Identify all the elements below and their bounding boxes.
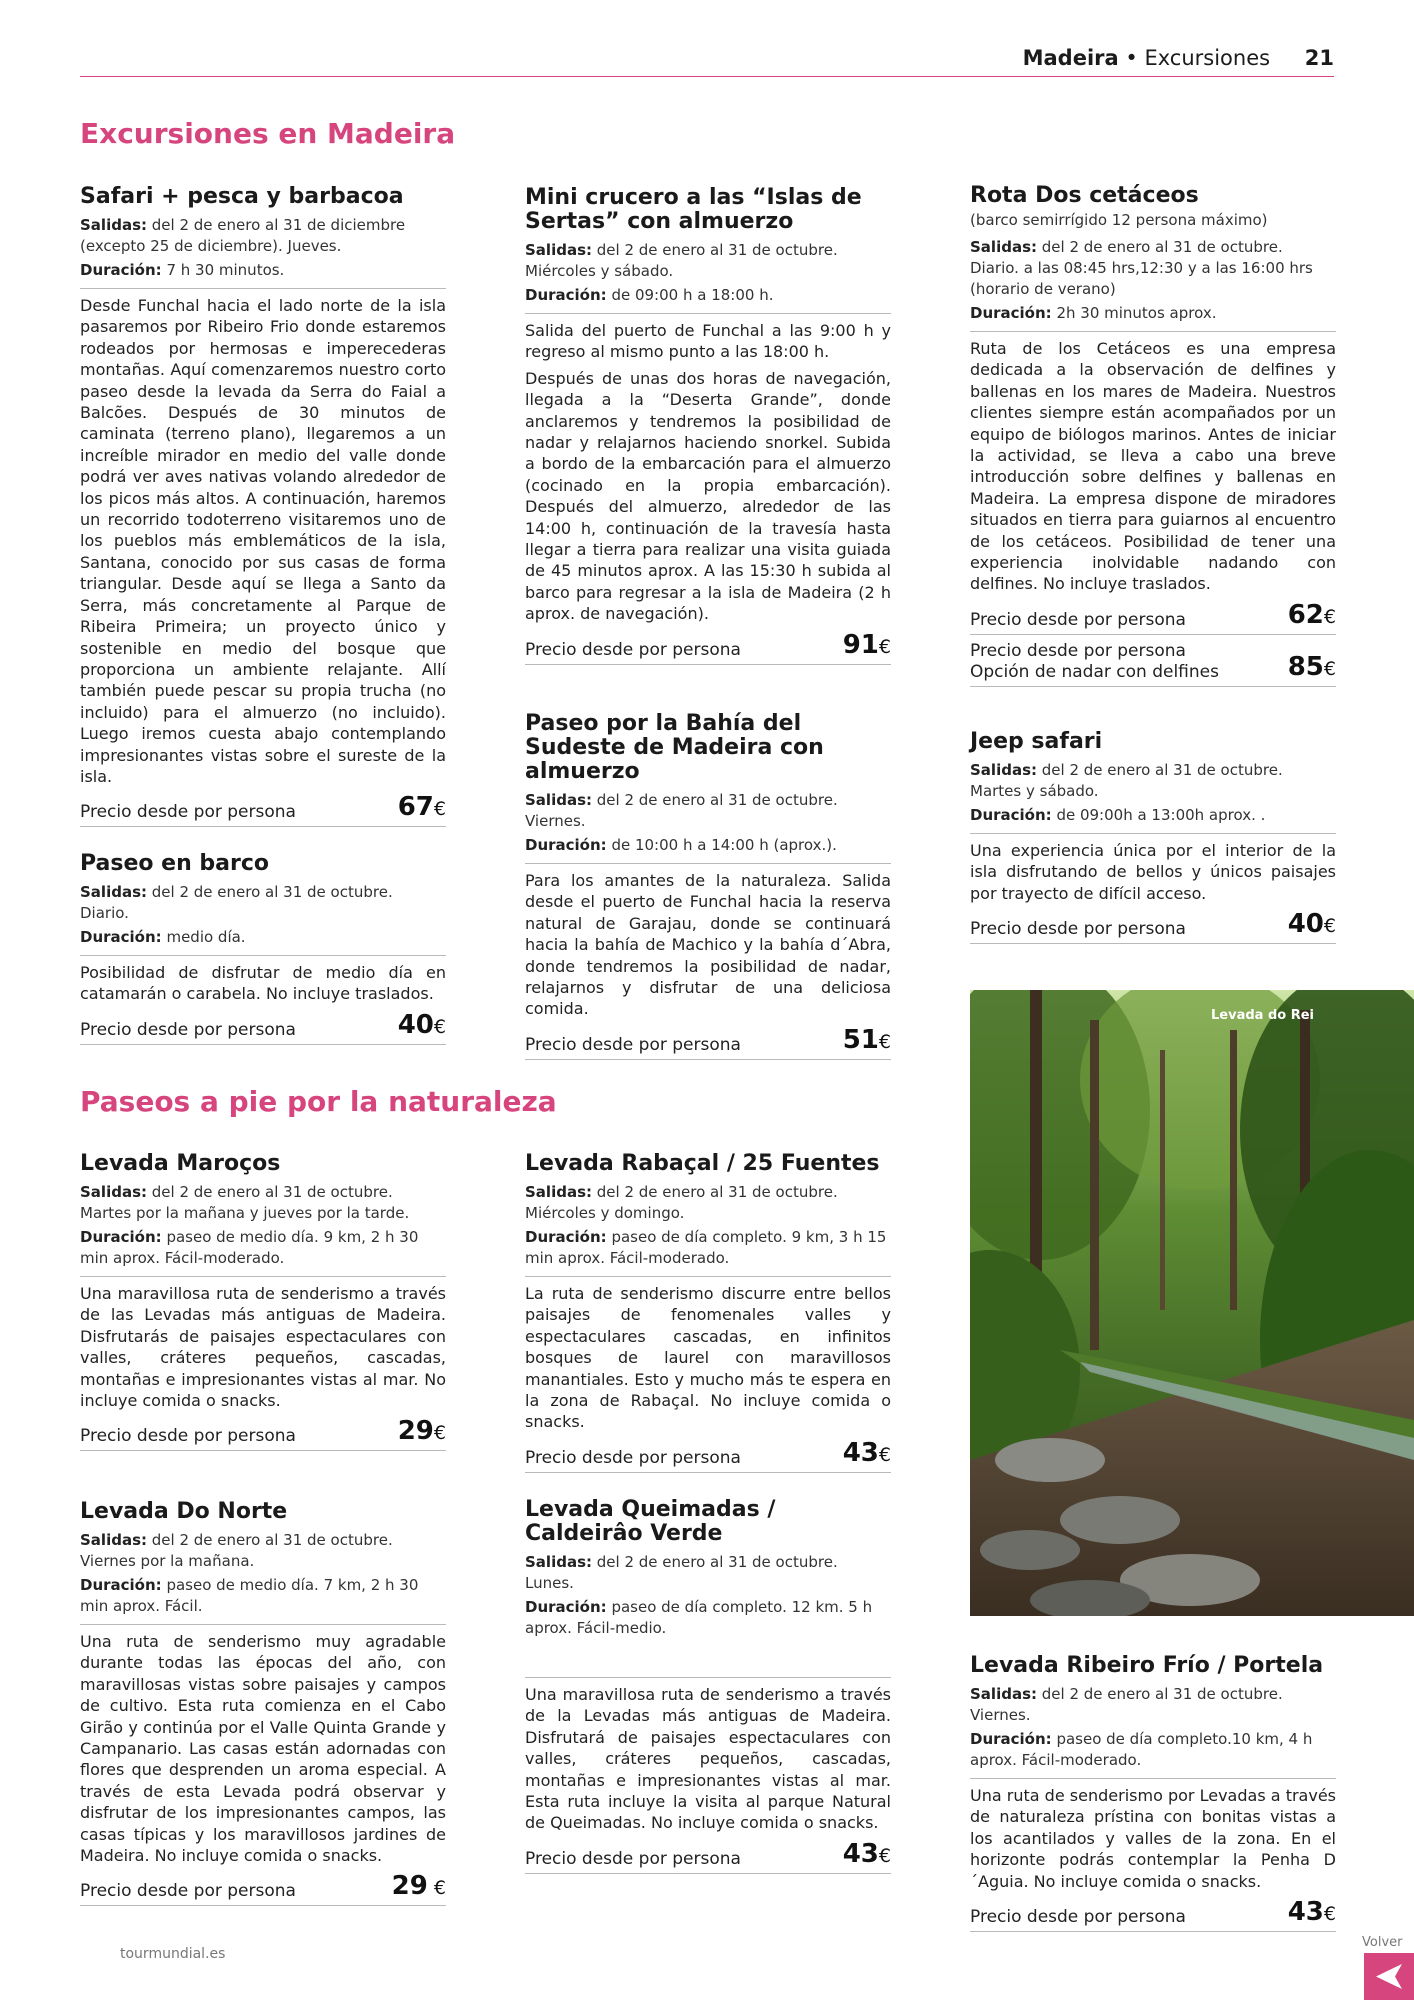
salidas-key: Salidas:: [80, 216, 147, 234]
card-title: Paseo en barco: [80, 851, 270, 876]
price-value: 43: [842, 1838, 879, 1869]
salidas-value: del 2 de enero al 31 de octubre. Viernes.: [525, 791, 838, 830]
card-duracion: [525, 285, 891, 306]
price-amount: [843, 1840, 891, 1870]
salidas-key: Salidas:: [525, 791, 592, 809]
card-duracion: [525, 1227, 891, 1269]
price-value: 51: [842, 1024, 879, 1055]
price-row: [970, 601, 1336, 635]
price-value: 29: [391, 1871, 428, 1902]
price-label: Precio desde por persona: [525, 1447, 741, 1468]
price-label-line2: Opción de nadar con delfines: [970, 661, 1219, 682]
price-label: Precio desde por persona: [80, 1019, 296, 1040]
price-label: Precio desde por persona: [970, 1907, 1186, 1928]
price-row: [970, 910, 1336, 944]
salidas-key: Salidas:: [80, 1531, 147, 1549]
card-salidas: [525, 1182, 891, 1224]
card-salidas: [525, 790, 891, 832]
price-amount-dolphins: [1288, 653, 1336, 683]
price-label: Precio desde por persona: [80, 802, 296, 823]
price-value: 43: [1287, 1897, 1324, 1928]
salidas-value: del 2 de enero al 31 de octubre. Miércoles y domingo.: [525, 1183, 838, 1222]
divider: [80, 1276, 446, 1277]
price-amount: [1288, 601, 1336, 631]
section-title-paseos: Paseos a pie por la naturaleza: [80, 1085, 557, 1118]
duracion-key: Duración:: [525, 1228, 607, 1246]
card-description: Posibilidad de disfrutar de medio día en catamarán o carabela. No incluye traslados.: [80, 963, 446, 1004]
walk-card-norte: [80, 1500, 446, 1906]
card-subtitle: (barco semirrígido 12 persona máximo): [970, 211, 1268, 229]
photo-caption: Levada do Rei: [1211, 1008, 1314, 1023]
price-currency: €: [878, 1030, 891, 1053]
price-currency: €: [1323, 657, 1336, 680]
price-label: Precio desde por persona: [80, 1881, 296, 1902]
price-row: [80, 1011, 446, 1045]
card-salidas: [80, 882, 446, 924]
salidas-key: Salidas:: [80, 883, 147, 901]
salidas-key: Salidas:: [970, 761, 1037, 779]
duracion-value: de 10:00 h a 14:00 h (aprox.).: [611, 836, 837, 854]
section-title-excursiones: Excursiones en Madeira: [80, 117, 456, 150]
duracion-value: paseo de medio día. 7 km, 2 h 30 min aprox. Fácil.: [80, 1576, 419, 1615]
card-salidas: [970, 1684, 1336, 1726]
price-currency: €: [1323, 1903, 1336, 1926]
price-label: Precio desde por persona: [525, 1034, 741, 1055]
excursion-card-barco: [80, 852, 446, 1045]
price-amount: [843, 1026, 891, 1056]
price-amount: [1288, 910, 1336, 940]
salidas-value: del 2 de enero al 31 de octubre. Martes por la mañana y jueves por la tarde.: [80, 1183, 410, 1222]
salidas-value: del 2 de enero al 31 de octubre. Miércoles y sábado.: [525, 241, 838, 280]
price-amount: [843, 631, 891, 661]
divider: [525, 313, 891, 314]
price-value: 62: [1287, 599, 1324, 630]
excursion-card-crucero: [525, 186, 891, 665]
card-title: Mini crucero a las “Islas de Sertas” con almuerzo: [525, 185, 862, 234]
price-amount: [392, 1872, 446, 1902]
walk-card-marocos: [80, 1152, 446, 1451]
card-salidas: [80, 1182, 446, 1224]
price-currency: €: [427, 1877, 446, 1900]
card-duracion: [80, 927, 446, 948]
walk-card-ribeiro: [970, 1654, 1336, 1932]
price-currency: €: [878, 1844, 891, 1867]
salidas-key: Salidas:: [970, 238, 1037, 256]
card-salidas: [80, 1530, 446, 1572]
price-row: [80, 1872, 446, 1906]
card-description: Una ruta de senderismo muy agradable durante todas las épocas del año, con maravillosas vistas sobre paisajes y campos de cultivo. Esta ruta comienza en el Cabo Girão y continúa por el Valle Quinta Grande y Campanario. Las casas están adornadas con flores que desprenden un aroma especial. A través de esta Levada podrá observar y disfrutar de los impresionantes campos, las casas típicas y los maravillosos jardines de Madeira. No incluye comida o snacks.: [80, 1632, 446, 1866]
card-duracion: [80, 260, 446, 281]
card-title: Levada Queimadas / Caldeirâo Verde: [525, 1497, 776, 1546]
card-duracion: [525, 835, 891, 856]
duracion-value: paseo de día completo. 9 km, 3 h 15 min aprox. Fácil-moderado.: [525, 1228, 887, 1267]
card-salidas: [525, 1552, 891, 1594]
header-destination: Madeira: [1022, 46, 1119, 70]
duracion-key: Duración:: [525, 1598, 607, 1616]
card-title: Levada Rabaçal / 25 Fuentes: [525, 1151, 880, 1176]
salidas-key: Salidas:: [525, 1183, 592, 1201]
card-salidas: [970, 237, 1336, 300]
price-label: Precio desde por persona: [970, 609, 1186, 630]
card-title: Paseo por la Bahía del Sudeste de Madeira con almuerzo: [525, 711, 824, 784]
duracion-value: paseo de medio día. 9 km, 2 h 30 min aprox. Fácil-moderado.: [80, 1228, 419, 1267]
price-value: 40: [1287, 909, 1324, 940]
card-title: Jeep safari: [970, 729, 1103, 754]
salidas-value: del 2 de enero al 31 de octubre. Lunes.: [525, 1553, 838, 1592]
divider: [80, 955, 446, 956]
salidas-value: del 2 de enero al 31 de octubre. Viernes.: [970, 1685, 1283, 1724]
page-number: 21: [1304, 46, 1334, 70]
salidas-value: del 2 de enero al 31 de octubre. Diario. a las 08:45 hrs,12:30 y a las 16:00 hrs (horario de verano): [970, 238, 1313, 298]
card-description: Una experiencia única por el interior de la isla disfrutando de bellos y únicos paisajes por trayecto de difícil acceso.: [970, 841, 1336, 903]
card-salidas: [525, 240, 891, 282]
price-currency: €: [878, 635, 891, 658]
duracion-value: 7 h 30 minutos.: [166, 261, 285, 279]
price-row: [525, 631, 891, 665]
price-currency: €: [433, 1015, 446, 1038]
duracion-key: Duración:: [970, 806, 1052, 824]
divider: [525, 1677, 891, 1678]
duracion-key: Duración:: [970, 1730, 1052, 1748]
price-amount: [843, 1439, 891, 1469]
price-currency: €: [1323, 605, 1336, 628]
price-value: 67: [397, 792, 434, 823]
price-value: 85: [1287, 651, 1324, 682]
card-description-intro: Salida del puerto de Funchal a las 9:00 h y regreso al mismo punto a las 18:00 h.: [525, 321, 891, 362]
duracion-key: Duración:: [80, 1228, 162, 1246]
back-button[interactable]: [1364, 1953, 1414, 2000]
excursion-card-cetaceos: [970, 184, 1336, 687]
duracion-value: paseo de día completo.10 km, 4 h aprox. Fácil-moderado.: [970, 1730, 1313, 1769]
duracion-key: Duración:: [525, 286, 607, 304]
forest-illustration: [970, 990, 1414, 1616]
price-label-line1: Precio desde por persona: [970, 640, 1186, 661]
card-duracion: [970, 805, 1336, 826]
price-currency: €: [1323, 915, 1336, 938]
salidas-value: del 2 de enero al 31 de octubre. Martes y sábado.: [970, 761, 1283, 800]
duracion-value: de 09:00 h a 18:00 h.: [611, 286, 774, 304]
divider: [970, 1778, 1336, 1779]
duracion-key: Duración:: [525, 836, 607, 854]
price-currency: €: [433, 798, 446, 821]
card-description: Una maravillosa ruta de senderismo a través de la Levadas más antiguas de Madeira. Disfrutará de paisajes espectaculares con valles, cráteres pequeños, cascadas, montañas e impresionantes vistas al mar. Esta ruta incluye la visita al parque Natural de Queimadas. No incluye comida o snacks.: [525, 1685, 891, 1833]
salidas-key: Salidas:: [525, 241, 592, 259]
arrow-left-icon: [1376, 1964, 1402, 1989]
price-label: Precio desde por persona: [525, 639, 741, 660]
duracion-key: Duración:: [80, 261, 162, 279]
card-duracion: [525, 1597, 891, 1639]
excursion-card-safari: [80, 185, 446, 827]
card-duracion: [970, 303, 1336, 324]
price-row: [525, 1439, 891, 1473]
price-row: [970, 1898, 1336, 1932]
card-duracion: [80, 1227, 446, 1269]
divider: [525, 1276, 891, 1277]
salidas-key: Salidas:: [525, 1553, 592, 1571]
divider: [80, 1624, 446, 1625]
card-title: Levada Maroços: [80, 1151, 281, 1176]
price-amount: [398, 1417, 446, 1447]
price-label: Precio desde por persona: [970, 919, 1186, 940]
page-header: [80, 42, 1334, 77]
card-description: Una maravillosa ruta de senderismo a través de las Levadas más antiguas de Madeira. Disfrutarás de paisajes espectaculares con valles, cráteres pequeños, cascadas, montañas e impresionantes vistas al mar. No incluye comida o snacks.: [80, 1284, 446, 1411]
duracion-value: de 09:00h a 13:00h aprox. .: [1056, 806, 1266, 824]
salidas-value: del 2 de enero al 31 de octubre. Diario.: [80, 883, 393, 922]
card-description: Una ruta de senderismo por Levadas a través de naturaleza prístina con bonitas vistas a los acantilados y valles de la zona. En el horizonte podrás contemplar la Penha D´Aguia. No incluye comida o snacks.: [970, 1786, 1336, 1891]
card-description: Ruta de los Cetáceos es una empresa dedicada a la observación de delfines y ballenas en los mares de Madeira. Nuestros clientes siempre están acompañados por un equipo de biólogos marinos. Antes de iniciar la actividad, se lleva a cabo una breve introducción sobre delfines y ballenas en Madeira. La empresa dispone de miradores situados en tierra para guiarnos al encuentro de los cetáceos. Posibilidad de tener una experiencia inolvidable nadando con delfines. No incluye traslados.: [970, 339, 1336, 594]
price-row: [525, 1840, 891, 1874]
duracion-key: Duración:: [80, 1576, 162, 1594]
card-title: Rota Dos cetáceos: [970, 183, 1199, 208]
card-salidas: [970, 760, 1336, 802]
card-title: Safari + pesca y barbacoa: [80, 184, 404, 209]
price-label: Precio desde por persona: [525, 1848, 741, 1869]
price-value: 40: [397, 1009, 434, 1040]
duracion-value: medio día.: [166, 928, 246, 946]
header-breadcrumb: [1023, 46, 1334, 70]
price-label-dolphins: [970, 641, 1219, 683]
back-label[interactable]: Volver: [1362, 1935, 1403, 1950]
duracion-value: 2h 30 minutos aprox.: [1056, 304, 1217, 322]
excursion-card-bahia: [525, 712, 891, 1060]
excursion-card-jeep: [970, 730, 1336, 944]
price-row: [80, 793, 446, 827]
price-row: [525, 1026, 891, 1060]
forest-levada-photo: [970, 990, 1414, 1616]
walk-card-queimadas: [525, 1498, 891, 1874]
price-currency: €: [878, 1443, 891, 1466]
footer-website: tourmundial.es: [120, 1946, 226, 1962]
card-description: Para los amantes de la naturaleza. Salida desde el puerto de Funchal hacia la reserva natural de Garajau, donde se continuará hacia la bahía de Machico y la bahía d´Abra, donde tendremos la posibilidad de nadar, relajarnos y disfrutar de una deliciosa comida.: [525, 871, 891, 1019]
divider: [970, 833, 1336, 834]
salidas-key: Salidas:: [970, 1685, 1037, 1703]
walk-card-rabacal: [525, 1152, 891, 1473]
price-value: 43: [842, 1437, 879, 1468]
price-value: 29: [397, 1416, 434, 1447]
header-separator: •: [1125, 46, 1138, 70]
price-amount: [1288, 1898, 1336, 1928]
price-row: [80, 1417, 446, 1451]
card-description: Desde Funchal hacia el lado norte de la isla pasaremos por Ribeiro Frio donde estaremos rodeados por hermosas e imperecederas montañas. Aquí comenzaremos nuestro corto paseo desde la levada da Serra do Faial a Balcões. Después de 30 minutos de caminata (terreno plano), llegaremos a un increíble mirador en medio del valle donde podrá ver aves nativas volando alrededor de los picos más altos. A continuación, haremos un recorrido todoterreno visitaremos uno de los pueblos más emblemáticos de la isla, Santana, conocido por sus casas de forma triangular. Desde aquí se llega a Santo da Serra, más concretamente al Parque de Ribeira Primeira; un proyecto único y sostenible en medio del bosque que proporciona un ambiente relajante. Allí también puede pescar su propia trucha (no incluido) para el almuerzo (no incluido). Luego iremos cuesta abajo contemplando impresionantes vistas sobre el sureste de la isla.: [80, 296, 446, 786]
divider: [970, 331, 1336, 332]
card-duracion: [80, 1575, 446, 1617]
card-title: Levada Do Norte: [80, 1499, 288, 1524]
price-row-dolphins: [970, 641, 1336, 687]
salidas-value: del 2 de enero al 31 de diciembre (excepto 25 de diciembre). Jueves.: [80, 216, 406, 255]
card-description: Después de unas dos horas de navegación, llegada a la “Deserta Grande”, donde anclaremos y tendremos la posibilidad de nadar y relajarnos haciendo snorkel. Subida a bordo de la embarcación para el almuerzo (cocinado en la propia embarcación). Después del almuerzo, alrededor de las 14:00 h, continuación de la travesía hasta llegar a tierra para realizar una visita guiada de 45 minutos aprox. A las 15:30 h subida al barco para regresar a la isla de Madeira (2 h aprox. de navegación).: [525, 368, 891, 624]
price-amount: [398, 1011, 446, 1041]
divider: [525, 863, 891, 864]
divider: [80, 288, 446, 289]
card-duracion: [970, 1729, 1336, 1771]
duracion-key: Duración:: [80, 928, 162, 946]
duracion-key: Duración:: [970, 304, 1052, 322]
card-salidas: [80, 215, 446, 257]
duracion-value: paseo de día completo. 12 km. 5 h aprox. Fácil-medio.: [525, 1598, 873, 1637]
price-currency: €: [433, 1422, 446, 1445]
price-value: 91: [842, 629, 879, 660]
salidas-key: Salidas:: [80, 1183, 147, 1201]
card-title: Levada Ribeiro Frío / Portela: [970, 1653, 1324, 1678]
price-amount: [398, 793, 446, 823]
price-label: Precio desde por persona: [80, 1426, 296, 1447]
card-description: La ruta de senderismo discurre entre bellos paisajes de fenomenales valles y espectaculares cascadas, en infinitos bosques de laurel con maravillosos manantiales. Esto y mucho más te espera en la zona de Rabaçal. No incluye comida o snacks.: [525, 1284, 891, 1432]
salidas-value: del 2 de enero al 31 de octubre. Viernes por la mañana.: [80, 1531, 393, 1570]
header-section: Excursiones: [1144, 46, 1271, 70]
